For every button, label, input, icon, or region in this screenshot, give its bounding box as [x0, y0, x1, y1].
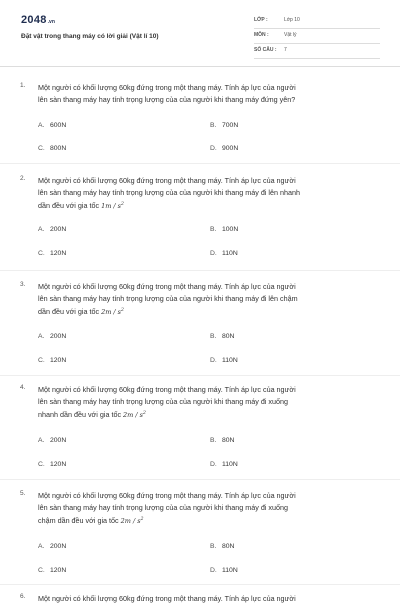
option-text: 200N — [50, 226, 67, 233]
question-line: dần đều với gia tốc — [38, 307, 100, 317]
option-text: 110N — [222, 567, 238, 574]
option-text: 110N — [222, 357, 238, 364]
page-title: Đặt vật trong thang máy có lời giải (Vật lí 10) — [21, 33, 159, 40]
option-letter: B. — [210, 226, 217, 233]
formula-text: 1m / s — [101, 202, 122, 211]
option-letter: C. — [38, 567, 45, 574]
question-divider — [0, 584, 400, 585]
option-letter: C. — [38, 250, 45, 257]
option-letter: D. — [210, 461, 217, 468]
option-d[interactable] — [210, 357, 238, 364]
question-line: lên sàn thang máy hay tính trọng lượng của của người khi thang máy đứng yên? — [38, 95, 296, 104]
worksheet-header — [0, 0, 400, 67]
logo-number: 2048 — [21, 14, 47, 26]
option-letter: A. — [38, 333, 45, 340]
formula-exponent: 2 — [121, 202, 124, 207]
option-text: 120N — [50, 250, 67, 257]
meta-row-count — [254, 44, 380, 59]
option-text: 100N — [222, 226, 239, 233]
question-divider — [0, 270, 400, 271]
option-text: 900N — [222, 145, 239, 152]
site-logo[interactable] — [21, 14, 55, 26]
question-line: lên sàn thang máy hay tính trọng lượng của của người khi thang máy đi xuống — [38, 397, 288, 406]
formula-exponent: 2 — [140, 517, 144, 522]
option-b[interactable] — [210, 122, 238, 129]
option-letter: C. — [38, 357, 45, 364]
option-b[interactable] — [210, 333, 234, 340]
question-line: nhanh dần đều với gia tốc — [38, 410, 122, 420]
option-c[interactable] — [38, 145, 66, 152]
question-number: 3. — [20, 281, 26, 288]
option-letter: B. — [210, 122, 217, 129]
option-text: 120N — [50, 461, 67, 468]
question-line: Một người có khối lượng 60kg đứng trong một thang máy. Tính áp lực của người — [38, 594, 296, 603]
question-line: lên sàn thang máy hay tính trọng lượng của của người khi thang máy đi lên chậm — [38, 294, 298, 303]
question-line: Một người có khối lượng 60kg đứng trong một thang máy. Tính áp lực của người — [38, 83, 296, 92]
option-letter: D. — [210, 250, 217, 257]
option-text: 120N — [50, 357, 67, 364]
logo-domain: .vn — [47, 19, 55, 25]
question-text — [38, 82, 383, 106]
option-letter: A. — [38, 226, 45, 233]
question-number: 1. — [20, 82, 26, 89]
question-divider — [0, 479, 400, 480]
option-c[interactable] — [38, 357, 66, 364]
option-text: 80N — [222, 333, 235, 340]
meta-value: 7 — [284, 47, 287, 53]
option-letter: B. — [210, 333, 217, 340]
option-letter: D. — [210, 357, 217, 364]
question-text — [38, 281, 383, 318]
question-line-last — [38, 199, 383, 212]
option-letter: C. — [38, 461, 45, 468]
option-text: 800N — [50, 145, 67, 152]
question-number: 5. — [20, 490, 26, 497]
question-line-last — [38, 408, 383, 421]
option-letter: D. — [210, 567, 217, 574]
meta-label: MÔN : — [254, 32, 269, 38]
option-text: 200N — [50, 543, 67, 550]
formula-text: 2m / s — [101, 308, 122, 317]
meta-row-subject — [254, 29, 380, 44]
formula-exponent: 2 — [121, 308, 124, 313]
question-line: Một người có khối lượng 60kg đứng trong một thang máy. Tính áp lực của người — [38, 176, 296, 185]
option-text: 600N — [50, 122, 67, 129]
option-d[interactable] — [210, 145, 238, 152]
option-text: 80N — [222, 437, 235, 444]
question-text — [38, 593, 383, 605]
meta-row-class — [254, 14, 380, 29]
option-letter: C. — [38, 145, 45, 152]
option-letter: A. — [38, 437, 45, 444]
acceleration-formula — [101, 202, 124, 210]
question-line-last — [38, 305, 383, 318]
question-number: 4. — [20, 384, 26, 391]
meta-value: Lớp 10 — [284, 17, 300, 23]
question-line: dần đều với gia tốc — [38, 201, 100, 211]
option-text: 200N — [50, 437, 67, 444]
option-letter: D. — [210, 145, 217, 152]
option-c[interactable] — [38, 250, 66, 257]
question-divider — [0, 375, 400, 376]
option-letter: A. — [38, 122, 45, 129]
question-line: chậm dần đều với gia tốc — [38, 516, 119, 526]
question-number: 2. — [20, 175, 26, 182]
option-a[interactable] — [38, 333, 66, 340]
option-b[interactable] — [210, 543, 234, 550]
acceleration-formula — [123, 411, 146, 419]
option-text: 120N — [50, 567, 67, 574]
option-text: 200N — [50, 333, 67, 340]
option-text: 110N — [222, 250, 238, 257]
option-b[interactable] — [210, 226, 238, 233]
option-c[interactable] — [38, 461, 66, 468]
option-letter: A. — [38, 543, 45, 550]
option-letter: B. — [210, 437, 217, 444]
option-a[interactable] — [38, 122, 66, 129]
question-line: Một người có khối lượng 60kg đứng trong một thang máy. Tính áp lực của người — [38, 385, 296, 394]
option-a[interactable] — [38, 543, 66, 550]
option-text: 700N — [222, 122, 239, 129]
meta-label: LỚP : — [254, 17, 268, 23]
option-d[interactable] — [210, 567, 238, 574]
meta-label: SỐ CÂU : — [254, 47, 277, 53]
question-number: 6. — [20, 593, 26, 600]
question-line: Một người có khối lượng 60kg đứng trong một thang máy. Tính áp lực của người — [38, 491, 296, 500]
option-d[interactable] — [210, 461, 238, 468]
option-d[interactable] — [210, 250, 238, 257]
question-line: Một người có khối lượng 60kg đứng trong một thang máy. Tính áp lực của người — [38, 282, 296, 291]
question-line: lên sàn thang máy hay tính trọng lượng của của người khi thang máy đi xuống — [38, 503, 288, 512]
option-c[interactable] — [38, 567, 66, 574]
question-text — [38, 175, 383, 212]
option-text: 80N — [222, 543, 235, 550]
acceleration-formula — [121, 517, 144, 525]
option-text: 110N — [222, 461, 238, 468]
question-text — [38, 490, 383, 527]
formula-text: 2m / s — [120, 517, 141, 526]
meta-value: Vật lý — [284, 32, 297, 38]
option-b[interactable] — [210, 437, 234, 444]
question-divider — [0, 163, 400, 164]
option-letter: B. — [210, 543, 217, 550]
question-line-last — [38, 514, 383, 527]
option-a[interactable] — [38, 437, 66, 444]
formula-exponent: 2 — [143, 411, 146, 416]
option-a[interactable] — [38, 226, 66, 233]
acceleration-formula — [101, 308, 124, 316]
question-line: lên sàn thang máy hay tính trọng lượng của của người khi thang máy đi lên nhanh — [38, 188, 300, 197]
formula-text: 2m / s — [123, 411, 144, 420]
question-text — [38, 384, 383, 421]
